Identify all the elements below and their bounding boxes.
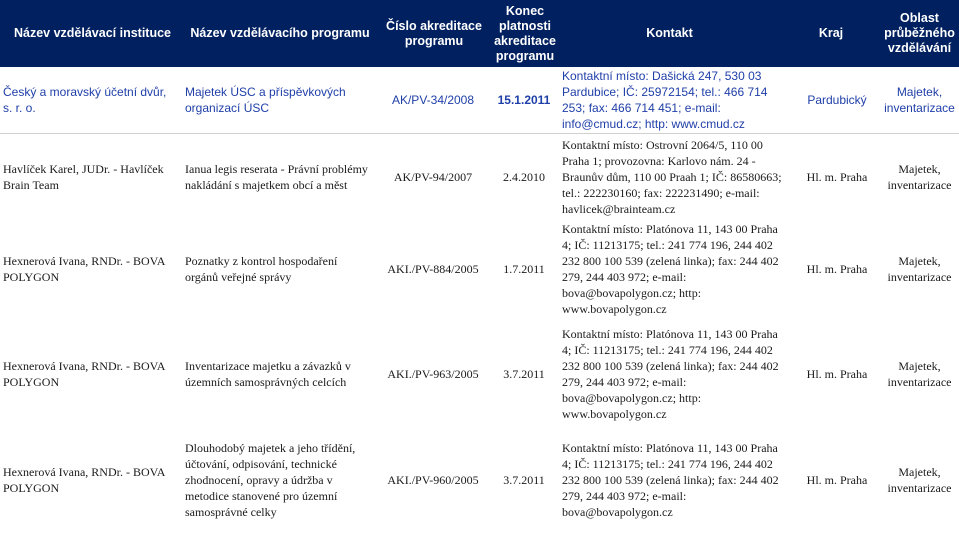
cell-contact: Kontaktní místo: Ostrovní 2064/5, 110 00 Praha 1; provozovna: Karlovo nám. 24 - Braunův dům, 110 00 Praah 1; IČ: 86580663; tel.: 222230160; fax: 222231490; e-mail: havlicek@brainteam.cz <box>562 138 782 216</box>
cell-contact: Kontaktní místo: Dašická 247, 530 03 Pardubice; IČ: 25972154; tel.: 466 714 253; fax: 466 714 451; e-mail: info@cmud.cz; http: www.cmud.cz <box>562 69 768 131</box>
cell-accreditation-no: AKI./PV-963/2005 <box>387 367 479 381</box>
cell-accreditation-no: AKI./PV-960/2005 <box>387 473 479 487</box>
cell-region: Hl. m. Praha <box>806 367 868 381</box>
cell-accreditation-end: 2.4.2010 <box>503 170 545 184</box>
cell-program: Ianua legis reserata - Právní problémy nakládání s majetkem obcí a měst <box>185 162 368 192</box>
row-divider <box>0 133 959 134</box>
cell-program: Poznatky z kontrol hospodaření orgánů veřejné správy <box>185 254 338 284</box>
cell-institution: Český a moravský účetní dvůr, s. r. o. <box>3 85 167 115</box>
cell-program: Majetek ÚSC a příspěvkových organizací ÚSC <box>185 85 346 115</box>
cell-program: Dlouhodobý majetek a jeho třídění, účtování, odpisování, technické zhodnocení, opravy a údržba v metodice stanovené pro územní samosprávné celky <box>185 441 356 519</box>
cell-accreditation-end: 1.7.2011 <box>503 262 545 276</box>
table-header <box>0 0 959 67</box>
cell-area: Majetek, inventarizace <box>887 359 952 389</box>
cell-area: Majetek, inventarizace <box>887 254 952 284</box>
cell-accreditation-no: AK/PV-34/2008 <box>391 93 475 107</box>
header-region: Kraj <box>818 26 844 40</box>
cell-area: Majetek, inventarizace <box>887 465 952 495</box>
cell-accreditation-no: AKI./PV-884/2005 <box>387 262 479 276</box>
cell-institution: Havlíček Karel, JUDr. - Havlíček Brain Team <box>3 162 164 192</box>
cell-institution: Hexnerová Ivana, RNDr. - BOVA POLYGON <box>3 254 165 284</box>
header-area: Oblast průběžného vzdělávání <box>884 11 955 55</box>
cell-area: Majetek, inventarizace <box>887 162 952 192</box>
cell-area: Majetek, inventarizace <box>884 85 955 115</box>
cell-region: Hl. m. Praha <box>806 473 868 487</box>
cell-institution: Hexnerová Ivana, RNDr. - BOVA POLYGON <box>3 359 165 389</box>
header-accreditation-end: Konec platnosti akreditace programu <box>494 3 556 63</box>
cell-region: Hl. m. Praha <box>806 262 868 276</box>
cell-accreditation-no: AK/PV-94/2007 <box>393 170 473 184</box>
cell-contact: Kontaktní místo: Platónova 11, 143 00 Praha 4; IČ: 11213175; tel.: 241 774 196, 244 402 232 800 100 539 (zelená linka); fax: 244 402 279, 244 403 972; e-mail: bova@bovapolygon.cz <box>562 441 779 519</box>
cell-accreditation-end: 3.7.2011 <box>503 473 545 487</box>
cell-region: Hl. m. Praha <box>806 170 868 184</box>
cell-accreditation-end: 3.7.2011 <box>503 367 545 381</box>
cell-program: Inventarizace majetku a závazků v územních samosprávných celcích <box>185 359 351 389</box>
header-institution: Název vzdělávací instituce <box>13 26 172 40</box>
cell-region: Pardubický <box>807 93 867 107</box>
cell-contact: Kontaktní místo: Platónova 11, 143 00 Praha 4; IČ: 11213175; tel.: 241 774 196, 244 402 232 800 100 539 (zelená linka); fax: 244 402 279, 244 403 972; e-mail: bova@bovapolygon.cz; http: www.bovapolygon.cz <box>562 222 779 316</box>
header-accreditation-no: Číslo akreditace programu <box>386 18 482 48</box>
cell-accreditation-end: 15.1.2011 <box>497 93 551 107</box>
cell-institution: Hexnerová Ivana, RNDr. - BOVA POLYGON <box>3 465 165 495</box>
header-program: Název vzdělávacího programu <box>190 26 370 40</box>
header-contact: Kontakt <box>646 26 693 40</box>
cell-contact: Kontaktní místo: Platónova 11, 143 00 Praha 4; IČ: 11213175; tel.: 241 774 196, 244 402 232 800 100 539 (zelená linka); fax: 244 402 279, 244 403 972; e-mail: bova@bovapolygon.cz; http: www.bovapolygon.cz <box>562 327 779 421</box>
